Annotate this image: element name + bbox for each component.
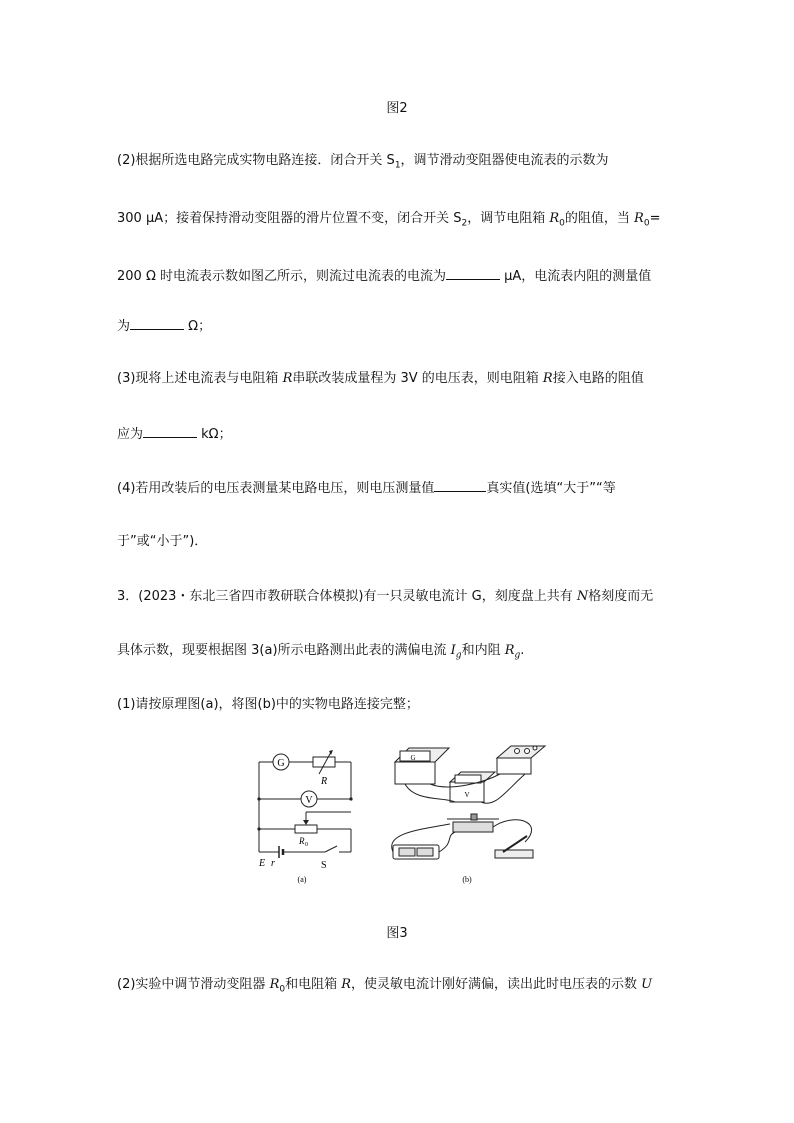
label-b-V: V — [464, 791, 470, 799]
label-a: (a) — [297, 875, 307, 884]
junction-dot — [257, 827, 260, 830]
label-R: R — [321, 776, 328, 787]
label-S: S — [321, 860, 327, 871]
part3-line1: (3)现将上述电流表与电阻箱 R串联改装成量程为 3V 的电压表，则电阻箱 R接入电路的阻值 — [117, 371, 644, 386]
answer-blank-resistor-value[interactable] — [143, 425, 197, 438]
junction-dot — [349, 797, 352, 800]
label-R0: R — [299, 836, 305, 846]
part2-line4: 为 Ω； — [117, 319, 212, 334]
voltmeter-dial — [455, 775, 481, 783]
rheostat-coil — [453, 822, 493, 832]
resistance-knob — [525, 749, 530, 754]
label-G: G — [277, 758, 285, 769]
label-r: r — [271, 858, 275, 869]
label-b: (b) — [462, 875, 472, 884]
figure-2-caption: 图2 — [386, 101, 408, 116]
galvanometer-box — [395, 762, 435, 784]
part4-line1: (4)若用改装后的电压表测量某电路电压，则电压测量值 真实值(选填“大于”“等 — [117, 481, 616, 496]
resistance-knob — [515, 749, 520, 754]
figure-3-circuit — [245, 742, 555, 892]
answer-blank-current[interactable] — [446, 267, 500, 280]
junction-dot — [257, 797, 260, 800]
schematic-a-marks — [257, 750, 352, 884]
equipment-b — [393, 746, 545, 859]
part4-line2: 于”或“小于”)． — [117, 534, 208, 549]
question3-subquestion1: (1)请按原理图(a)，将图(b)中的实物电路连接完整； — [117, 697, 419, 712]
switch-base — [495, 850, 533, 858]
label-b-G: G — [410, 754, 416, 762]
part3-line2: 应为 kΩ； — [117, 427, 232, 442]
label-E: E — [259, 858, 266, 869]
part2-line1: (2)根据所选电路完成实物电路连接．闭合开关 $S_1$，调节滑动变阻器使电流表的示数为 — [117, 153, 609, 171]
question3-subquestion2: (2)实验中调节滑动变阻器 $R_0$和电阻箱 R，使灵敏电流计刚好满偏，读出此时电压表的示数 U — [117, 977, 653, 995]
resistance-box — [497, 758, 531, 774]
label-R0-sub: 0 — [305, 842, 308, 848]
equipment-wires — [392, 774, 532, 852]
part2-line3: 200 Ω 时电流表示数如图乙所示，则流过电流表的电流为 μA，电流表内阻的测量值 — [117, 269, 652, 284]
answer-blank-resistance[interactable] — [130, 317, 184, 330]
label-V: V — [305, 795, 313, 806]
question3-line2: 具体示数，现要根据图 3(a)所示电路测出此表的满偏电流 $I_g$和内阻 $R_g$. — [117, 643, 525, 661]
figure-3-caption: 图3 — [386, 926, 408, 941]
resistance-box-top — [497, 746, 545, 758]
battery-cell — [399, 848, 415, 856]
resistance-knob — [533, 746, 537, 750]
part2-line2: 300 μA；接着保持滑动变阻器的滑片位置不变，闭合开关 $S_2$，调节电阻箱 $R_0$的阻值，当 $R_0=$ — [117, 211, 661, 229]
question3-line1: 3．(2023・东北三省四市教研联合体模拟)有一只灵敏电流计 G，刻度盘上共有 N格刻度而无 — [117, 589, 654, 604]
slider-arrow-icon — [303, 820, 309, 825]
answer-blank-comparison[interactable] — [434, 479, 486, 492]
battery-cell — [417, 848, 433, 856]
rheostat-slider — [471, 814, 477, 820]
